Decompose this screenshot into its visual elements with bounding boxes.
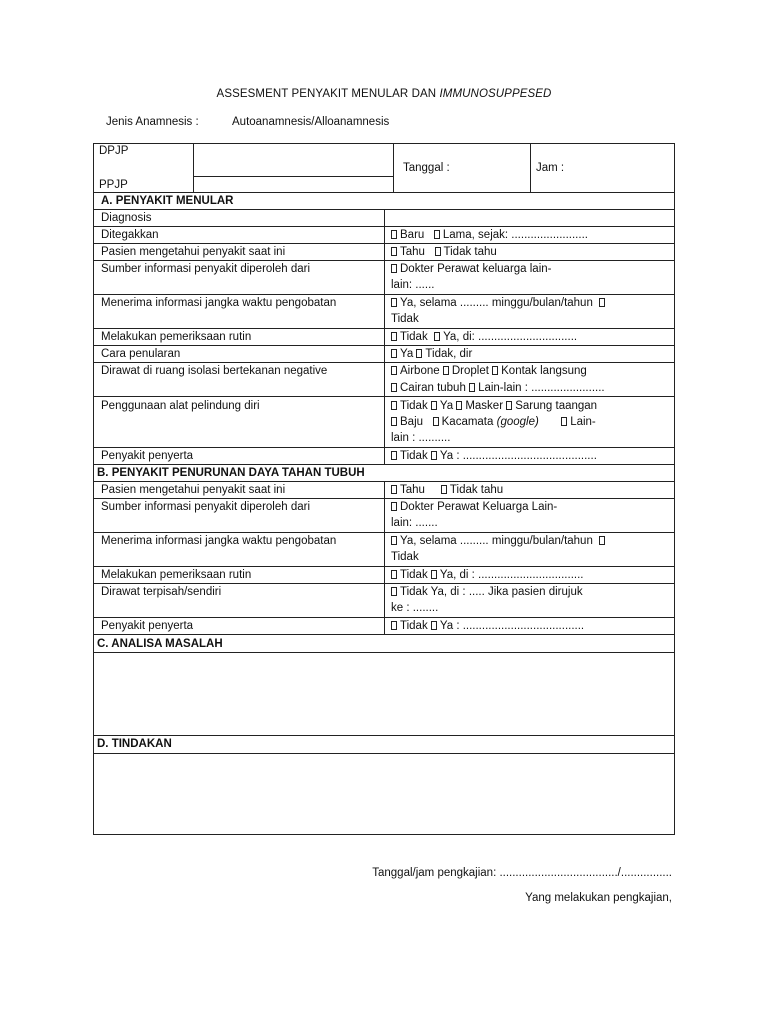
row-options bbox=[391, 482, 503, 498]
option-text: Ya : ...................................... bbox=[439, 620, 585, 632]
row-label: Penyakit penyerta bbox=[101, 450, 194, 462]
divider bbox=[193, 143, 194, 192]
option-text: Tidak bbox=[400, 331, 428, 343]
row-label: Menerima informasi jangka waktu pengobatan bbox=[101, 297, 337, 309]
option-text: Tidak bbox=[391, 551, 419, 563]
option-text: Ya, selama ......... minggu/bulan/tahun bbox=[400, 535, 593, 547]
ppjp-label: PPJP bbox=[99, 179, 128, 191]
checkbox[interactable] bbox=[506, 401, 512, 410]
checkbox[interactable] bbox=[391, 485, 397, 494]
row-options bbox=[391, 380, 605, 396]
checkbox[interactable] bbox=[599, 536, 605, 545]
checkbox[interactable] bbox=[561, 417, 567, 426]
option-text: Tidak bbox=[400, 450, 428, 462]
checkbox[interactable] bbox=[391, 332, 397, 341]
row-options bbox=[391, 363, 587, 379]
divider bbox=[530, 143, 531, 192]
checkbox[interactable] bbox=[435, 247, 441, 256]
checkbox[interactable] bbox=[391, 587, 397, 596]
row-options bbox=[391, 261, 552, 277]
title-italic: IMMUNOSUPPESED bbox=[439, 88, 552, 100]
option-text: Masker bbox=[465, 400, 504, 412]
page-title bbox=[0, 88, 768, 100]
option-text: Tidak bbox=[400, 569, 428, 581]
option-text: Ya bbox=[400, 348, 414, 360]
divider bbox=[393, 143, 394, 192]
checkbox[interactable] bbox=[391, 247, 397, 256]
option-text: Lain-lain : ....................... bbox=[478, 382, 605, 394]
option-text: Sarung taangan bbox=[515, 400, 598, 412]
section-d-title: D. TINDAKAN bbox=[97, 738, 172, 750]
checkbox[interactable] bbox=[456, 401, 462, 410]
checkbox[interactable] bbox=[431, 451, 437, 460]
option-text: Ya : .......................................... bbox=[439, 450, 597, 462]
row-options bbox=[391, 618, 584, 634]
row-label: Melakukan pemeriksaan rutin bbox=[101, 569, 252, 581]
option-text: (google) bbox=[496, 416, 539, 428]
divider bbox=[384, 209, 385, 464]
section-c-title: C. ANALISA MASALAH bbox=[97, 638, 223, 650]
section-b-title: B. PENYAKIT PENURUNAN DAYA TAHAN TUBUH bbox=[97, 467, 365, 479]
checkbox[interactable] bbox=[431, 401, 437, 410]
checkbox[interactable] bbox=[391, 570, 397, 579]
option-text: Tahu bbox=[400, 246, 425, 258]
divider bbox=[93, 735, 675, 736]
option-text: Ya, di: ............................... bbox=[443, 331, 578, 343]
checkbox[interactable] bbox=[492, 366, 498, 375]
jam-label: Jam : bbox=[536, 162, 565, 174]
tanggal-label: Tanggal : bbox=[403, 162, 450, 174]
row-label: Dirawat terpisah/sendiri bbox=[101, 586, 222, 598]
title-main: ASSESMENT PENYAKIT MENULAR DAN bbox=[216, 88, 440, 100]
option-text: lain: ...... bbox=[391, 279, 435, 291]
checkbox[interactable] bbox=[391, 366, 397, 375]
checkbox[interactable] bbox=[391, 298, 397, 307]
checkbox[interactable] bbox=[433, 417, 439, 426]
row-options bbox=[391, 244, 497, 260]
checkbox[interactable] bbox=[599, 298, 605, 307]
option-text: Lain- bbox=[570, 416, 596, 428]
checkbox[interactable] bbox=[391, 349, 397, 358]
option-text: Ya, di : ................................. bbox=[439, 569, 584, 581]
dpjp-label: DPJP bbox=[99, 145, 129, 157]
option-text: Tidak Ya, di : ..... Jika pasien dirujuk bbox=[400, 586, 583, 598]
row-label: Cara penularan bbox=[101, 348, 181, 360]
checkbox[interactable] bbox=[391, 383, 397, 392]
row-label: Pasien mengetahui penyakit saat ini bbox=[101, 484, 286, 496]
row-options bbox=[391, 567, 583, 583]
checkbox[interactable] bbox=[431, 621, 437, 630]
option-text: Baju bbox=[400, 416, 424, 428]
checkbox[interactable] bbox=[441, 485, 447, 494]
row-options bbox=[391, 398, 597, 414]
yang-melakukan-pengkajian: Yang melakukan pengkajian, bbox=[525, 892, 672, 904]
option-text: Tidak bbox=[400, 400, 428, 412]
jenis-anamnesis-label: Jenis Anamnesis : bbox=[106, 116, 199, 128]
option-text: Ya, selama ......... minggu/bulan/tahun bbox=[400, 297, 593, 309]
row-options bbox=[391, 414, 596, 430]
row-options bbox=[391, 499, 557, 515]
row-options bbox=[391, 584, 583, 600]
option-text: Lama, sejak: ........................ bbox=[442, 229, 588, 241]
row-options bbox=[391, 346, 472, 362]
row-options bbox=[391, 227, 588, 243]
row-label: Pasien mengetahui penyakit saat ini bbox=[101, 246, 286, 258]
checkbox[interactable] bbox=[391, 230, 397, 239]
row-options bbox=[391, 533, 608, 549]
row-label: Sumber informasi penyakit diperoleh dari bbox=[101, 501, 311, 513]
checkbox[interactable] bbox=[391, 417, 397, 426]
row-label: Dirawat di ruang isolasi bertekanan negative bbox=[101, 365, 328, 377]
option-text: Kontak langsung bbox=[501, 365, 587, 377]
analisa-masalah-area[interactable] bbox=[94, 653, 674, 735]
checkbox[interactable] bbox=[443, 366, 449, 375]
checkbox[interactable] bbox=[469, 383, 475, 392]
divider bbox=[93, 634, 675, 635]
option-text: Tahu bbox=[400, 484, 425, 496]
option-text: Tidak bbox=[391, 313, 419, 325]
option-text: Ya bbox=[439, 400, 454, 412]
option-text: ke : ........ bbox=[391, 602, 439, 614]
checkbox[interactable] bbox=[391, 536, 397, 545]
row-label: Ditegakkan bbox=[101, 229, 159, 241]
option-text: lain: ....... bbox=[391, 517, 438, 529]
option-text: Tidak bbox=[400, 620, 428, 632]
checkbox[interactable] bbox=[434, 332, 440, 341]
divider bbox=[384, 481, 385, 634]
row-label: Menerima informasi jangka waktu pengobatan bbox=[101, 535, 337, 547]
option-text: Kacamata bbox=[441, 416, 494, 428]
checkbox[interactable] bbox=[391, 621, 397, 630]
checkbox[interactable] bbox=[416, 349, 422, 358]
row-options bbox=[391, 329, 577, 345]
checkbox[interactable] bbox=[391, 502, 397, 511]
row-label: Penggunaan alat pelindung diri bbox=[101, 400, 260, 412]
checkbox[interactable] bbox=[431, 570, 437, 579]
section-a-title: A. PENYAKIT MENULAR bbox=[101, 195, 234, 207]
option-text: Cairan tubuh bbox=[400, 382, 466, 394]
row-label: Melakukan pemeriksaan rutin bbox=[101, 331, 252, 343]
option-text: Tidak tahu bbox=[443, 246, 497, 258]
checkbox[interactable] bbox=[391, 264, 397, 273]
row-options bbox=[391, 295, 608, 311]
row-label: Sumber informasi penyakit diperoleh dari bbox=[101, 263, 311, 275]
jenis-anamnesis-value[interactable]: Autoanamnesis/Alloanamnesis bbox=[232, 116, 390, 128]
row-label: Penyakit penyerta bbox=[101, 620, 194, 632]
checkbox[interactable] bbox=[391, 451, 397, 460]
option-text: lain : .......... bbox=[391, 432, 451, 444]
option-text: Airbone bbox=[400, 365, 440, 377]
option-text: Dokter Perawat Keluarga Lain- bbox=[400, 501, 558, 513]
checkbox[interactable] bbox=[391, 401, 397, 410]
option-text: Droplet bbox=[451, 365, 489, 377]
option-text: Tidak tahu bbox=[449, 484, 504, 496]
option-text: Baru bbox=[400, 229, 425, 241]
tindakan-area[interactable] bbox=[94, 754, 674, 834]
divider bbox=[193, 176, 393, 177]
tanggal-jam-pengkajian[interactable]: Tanggal/jam pengkajian: ...................................../................ bbox=[372, 867, 672, 879]
row-label: Diagnosis bbox=[101, 212, 152, 224]
row-options bbox=[391, 448, 597, 464]
checkbox[interactable] bbox=[434, 230, 440, 239]
option-text: Tidak, dir bbox=[425, 348, 473, 360]
option-text: Dokter Perawat keluarga lain- bbox=[400, 263, 552, 275]
